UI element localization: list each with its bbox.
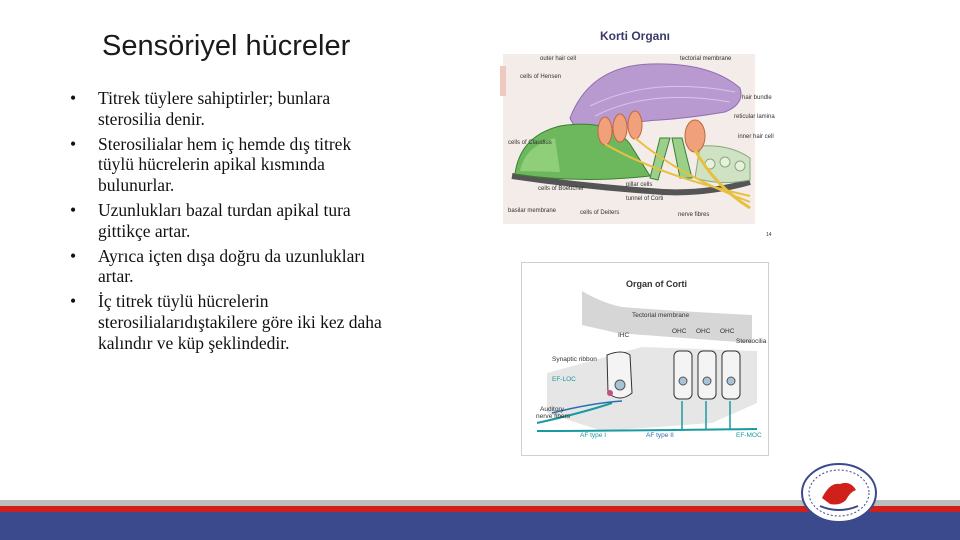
bullet-list [70, 88, 390, 358]
label-ef-moc: EF-MOC [736, 432, 762, 439]
organ-of-corti-figure [521, 262, 769, 456]
bullet-item [70, 200, 390, 242]
label-reticular-lamina: reticular lamina [734, 114, 775, 120]
label-inner-hair-cell: inner hair cell [738, 134, 774, 140]
label-nerve-fibres: nerve fibres [678, 212, 710, 218]
bullet-item [70, 246, 390, 288]
bullet-dot: • [70, 199, 77, 220]
bullet-dot: • [70, 245, 77, 266]
bullet-text: Uzunlukları bazal turdan apikal tura gittikçe artar. [98, 199, 351, 241]
figure1-page-number: 14 [766, 232, 772, 238]
cell-nucleus [615, 380, 625, 390]
label-tectorial-membrane: Tectorial membrane [632, 312, 690, 319]
bullet-item [70, 291, 390, 353]
figure2-title: Organ of Corti [626, 279, 687, 289]
ohc-cell-shape [698, 351, 716, 399]
bullet-text: Sterosilialar hem iç hemde dış titrek tüylü hücrelerin apikal kısmında bulunurlar. [98, 133, 352, 196]
label-nerve-fibers: nerve fibers [536, 413, 570, 420]
figure-edge-strip [500, 66, 506, 96]
label-basilar-membrane: basilar membrane [508, 208, 557, 214]
label-af-type-2: AF type II [646, 432, 674, 439]
cell-nucleus [735, 161, 745, 171]
label-outer-hair-cell: outer hair cell [540, 56, 577, 62]
korti-organ-figure [500, 26, 780, 238]
cell-nucleus [679, 377, 687, 385]
synaptic-ribbon-marker [607, 390, 613, 396]
label-cells-of-deiters: cells of Deiters [580, 210, 620, 216]
label-ef-loc: EF-LOC [552, 376, 576, 383]
bullet-text: Titrek tüylere sahiptirler; bunlara sterosilia denir. [98, 88, 331, 129]
bullet-dot: • [70, 88, 77, 108]
label-stereocilia: Stereocilia [736, 338, 767, 345]
outer-hair-cell-shape [628, 111, 642, 139]
outer-hair-cell-shape [598, 117, 612, 145]
label-cells-of-boettcher: cells of Boettcher [538, 186, 585, 192]
label-tectorial-membrane: tectorial membrane [680, 56, 732, 62]
label-cells-of-hensen: cells of Hensen [520, 74, 562, 80]
university-logo [800, 462, 878, 524]
label-af-type-1: AF type I [580, 432, 607, 439]
slide-title: Sensöriyel hücreler [102, 30, 351, 62]
inner-hair-cell-shape [685, 120, 705, 152]
bullet-dot: • [70, 291, 77, 312]
cell-nucleus [727, 377, 735, 385]
bullet-item [70, 134, 390, 196]
bullet-text: İç titrek tüylü hücrelerin sterosilialarıdıştakilere göre iki kez daha kalındır ve küp şeklindedir. [98, 291, 382, 353]
label-auditory: Auditory [540, 406, 564, 413]
bullet-text: Ayrıca içten dışa doğru da uzunlukları artar. [98, 245, 366, 287]
label-synaptic-ribbon: Synaptic ribbon [552, 356, 597, 363]
cell-nucleus [703, 377, 711, 385]
label-tunnel-of-corti: tunnel of Corti [626, 196, 664, 202]
bullet-dot: • [70, 133, 77, 154]
ohc-cell-shape [722, 351, 740, 399]
label-ohc-1: OHC [672, 328, 687, 335]
label-ohc-2: OHC [696, 328, 711, 335]
label-pillar-cells: pillar cells [626, 182, 653, 188]
outer-hair-cell-shape [613, 114, 627, 142]
label-cells-of-claudius: cells of Claudius [508, 140, 552, 146]
bullet-item [70, 88, 390, 130]
ohc-cell-shape [674, 351, 692, 399]
cell-nucleus [720, 157, 730, 167]
figure1-title: Korti Organı [600, 29, 671, 43]
label-ohc-3: OHC [720, 328, 735, 335]
ef-moc-fiber [537, 429, 757, 431]
label-ihc: IHC [618, 332, 630, 339]
label-hair-bundle: hair bundle [742, 95, 772, 101]
